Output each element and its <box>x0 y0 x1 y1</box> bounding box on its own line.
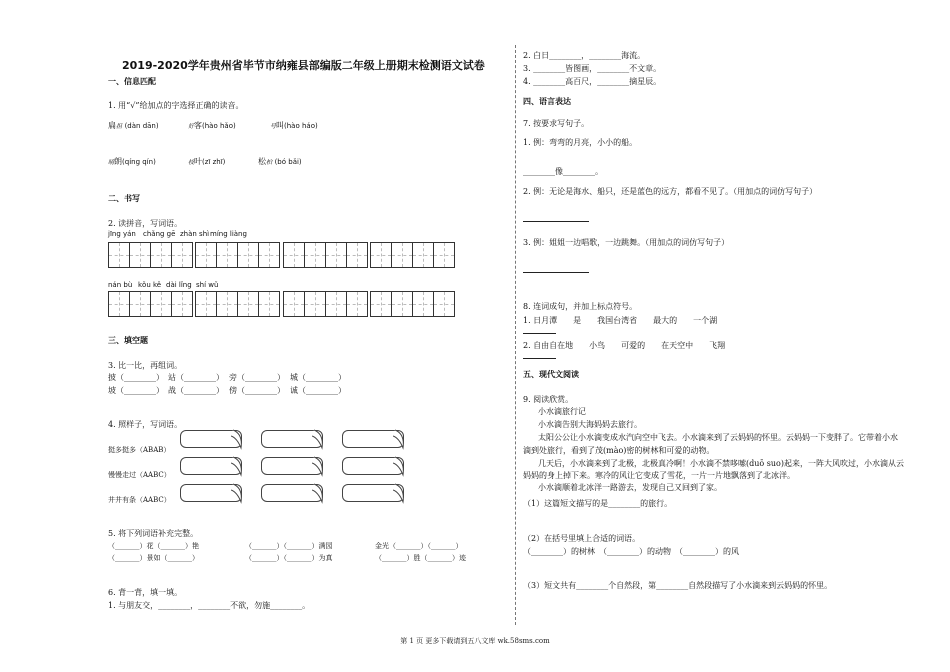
answer-line[interactable] <box>523 350 556 359</box>
section-heading-5: 五、现代文阅读 <box>523 370 579 379</box>
q3-item: 旁（________） <box>229 373 285 382</box>
bubble-tail-icon <box>231 455 245 477</box>
q2-pinyin-4: míng liàng <box>210 230 247 238</box>
answer-line[interactable] <box>523 213 589 222</box>
q6-line-4: 4. ________高百尺，________摘星辰。 <box>523 77 662 86</box>
q1-prompt: 1. 用“√”给加点的字选择正确的读音。 <box>108 101 244 110</box>
q7-example-1-blank: ________像________。 <box>523 167 603 176</box>
q4-prompt: 4. 照样子，写词语。 <box>108 420 183 429</box>
q6-line-1: 1. 与朋友交，________，________不欲，勿施________。 <box>108 601 311 610</box>
answer-line[interactable] <box>523 325 556 334</box>
bubble-tail-icon <box>393 482 407 504</box>
answer-bubble[interactable] <box>261 457 323 475</box>
column-divider <box>515 45 516 625</box>
q3-item: 站（________） <box>168 373 224 382</box>
writing-grid[interactable] <box>283 291 368 317</box>
page-footer: 第 1 页 更多下载请到五八文库 wk.58sms.com <box>400 637 550 645</box>
section-heading-2: 二、书写 <box>108 194 140 203</box>
story-paragraph: 妈妈的身上掉下来。寒冷的风让它变成了雪花，一片一片地飘落到了北冰洋。 <box>523 471 795 480</box>
q5-item: 金光（_______）（_______） <box>375 542 463 550</box>
bubble-tail-icon <box>312 455 326 477</box>
q9-sub-2: （2）在括号里填上合适的词语。 <box>523 534 641 543</box>
q1-item-1: 扁担 (dàn dān) <box>108 121 159 130</box>
section-heading-4: 四、语言表达 <box>523 97 571 106</box>
q9-sub-2-blanks: （________）的树林 （________）的动物 （________）的风 <box>523 547 739 556</box>
writing-grid[interactable] <box>370 242 455 268</box>
story-paragraph: 太阳公公让小水滴变成水汽向空中飞去。小水滴来到了云妈妈的怀里。云妈妈一下变胖了。它带着小水 <box>538 433 898 442</box>
q3-prompt: 3. 比一比，再组词。 <box>108 361 183 370</box>
bubble-tail-icon <box>393 455 407 477</box>
story-title: 小水滴旅行记 <box>538 407 586 416</box>
q1-item-4: 晴朗(qíng qín) <box>108 157 156 166</box>
q2-pinyin-7: dài lǐng <box>166 281 192 289</box>
q7-prompt: 7. 按要求写句子。 <box>523 119 590 128</box>
q8-line-1: 1. 日月潭 是 我国台湾省 最大的 一个湖 <box>523 316 718 325</box>
answer-bubble[interactable] <box>261 430 323 448</box>
writing-grid[interactable] <box>283 242 368 268</box>
q3-item: 坡（________） <box>108 386 164 395</box>
answer-bubble[interactable] <box>261 484 323 502</box>
q8-prompt: 8. 连词成句，并加上标点符号。 <box>523 302 638 311</box>
q3-item: 城（________） <box>290 373 346 382</box>
q3-item: 傍（________） <box>229 386 285 395</box>
q2-pinyin-2: chǎng gē <box>143 230 176 238</box>
q5-item: （_______）花（_______）艳 <box>108 542 199 550</box>
writing-grid[interactable] <box>108 291 193 317</box>
writing-grid[interactable] <box>108 242 193 268</box>
bubble-tail-icon <box>393 428 407 450</box>
q2-pinyin-5: nán bù <box>108 281 133 289</box>
q4-label-3: 井井有条（AABC） <box>108 496 171 504</box>
page-title: 2019-2020学年贵州省毕节市纳雍县部编版二年级上册期末检测语文试卷 <box>122 59 485 72</box>
q7-example-3: 3. 例：姐姐一边唱歌，一边跳舞。（用加点的词仿写句子） <box>523 238 730 247</box>
writing-grid[interactable] <box>370 291 455 317</box>
bubble-tail-icon <box>231 428 245 450</box>
story-paragraph: 几天后，小水滴来到了北极，北极真冷啊！小水滴不禁哆嗦(duō suo)起来，一阵大风吹过，小水滴从云 <box>538 459 904 468</box>
q5-item: （_______）胜（_______）迹 <box>375 554 466 562</box>
q9-prompt: 9. 阅读欣赏。 <box>523 395 574 404</box>
bubble-tail-icon <box>312 428 326 450</box>
q5-prompt: 5. 将下列词语补充完整。 <box>108 529 199 538</box>
q1-item-3: 号叫(hào háo) <box>270 121 318 130</box>
q3-item: 披（________） <box>108 373 164 382</box>
section-heading-3: 三、填空题 <box>108 336 148 345</box>
answer-bubble[interactable] <box>180 457 242 475</box>
q1-item-5: 枝叶(zī zhī) <box>188 157 226 166</box>
q2-prompt: 2. 读拼音，写词语。 <box>108 219 183 228</box>
q9-sub-1: （1）这篇短文描写的是________的旅行。 <box>523 499 673 508</box>
q4-label-2: 慢慢走过（AABC） <box>108 471 171 479</box>
answer-bubble[interactable] <box>180 484 242 502</box>
q3-item: 诚（________） <box>290 386 346 395</box>
q4-label-1: 挺多挺多（ABAB） <box>108 446 171 454</box>
q2-pinyin-1: jīng yán <box>108 230 136 238</box>
story-paragraph: 滴到处旅行，看到了茂(mào)密的树林和可爱的动物。 <box>523 446 715 455</box>
answer-bubble[interactable] <box>342 484 404 502</box>
bubble-tail-icon <box>231 482 245 504</box>
answer-line[interactable] <box>523 264 589 273</box>
q6-line-2: 2. 白日________，________海流。 <box>523 51 646 60</box>
q2-pinyin-8: shí wǔ <box>196 281 219 289</box>
bubble-tail-icon <box>312 482 326 504</box>
q5-item: （_______）（_______）为真 <box>245 554 333 562</box>
q3-item: 战（________） <box>168 386 224 395</box>
answer-bubble[interactable] <box>342 457 404 475</box>
q2-pinyin-6: kǒu kě <box>138 281 162 289</box>
writing-grid[interactable] <box>195 242 280 268</box>
story-paragraph: 小水滴顺着北冰洋一路游去，发现自己又回到了家。 <box>538 483 722 492</box>
q2-pinyin-3: zhàn shì <box>180 230 210 238</box>
q9-sub-3: （3）短文共有________个自然段，第________自然段描写了小水滴来到云妈妈的怀里。 <box>523 581 833 590</box>
answer-bubble[interactable] <box>180 430 242 448</box>
writing-grid[interactable] <box>195 291 280 317</box>
section-heading-1: 一、信息匹配 <box>108 77 156 86</box>
q5-item: （_______）景如（_______） <box>108 554 199 562</box>
story-paragraph: 小水滴告别大海妈妈去旅行。 <box>538 420 642 429</box>
q7-example-1: 1. 例：弯弯的月亮，小小的船。 <box>523 138 638 147</box>
q7-example-2: 2. 例：无论是海水、船只，还是蓝色的远方，都看不见了。（用加点的词仿写句子） <box>523 187 818 196</box>
q1-item-6: 松柏 (bó bǎi) <box>258 157 302 166</box>
q1-item-2: 好客(hào hǎo) <box>188 121 236 130</box>
q6-line-3: 3. ________皆图画，________不文章。 <box>523 64 662 73</box>
q5-item: （_______）（_______）满园 <box>245 542 333 550</box>
q8-line-2: 2. 自由自在地 小鸟 可爱的 在天空中 飞翔 <box>523 341 726 350</box>
answer-bubble[interactable] <box>342 430 404 448</box>
q6-prompt: 6. 背一背，填一填。 <box>108 588 183 597</box>
